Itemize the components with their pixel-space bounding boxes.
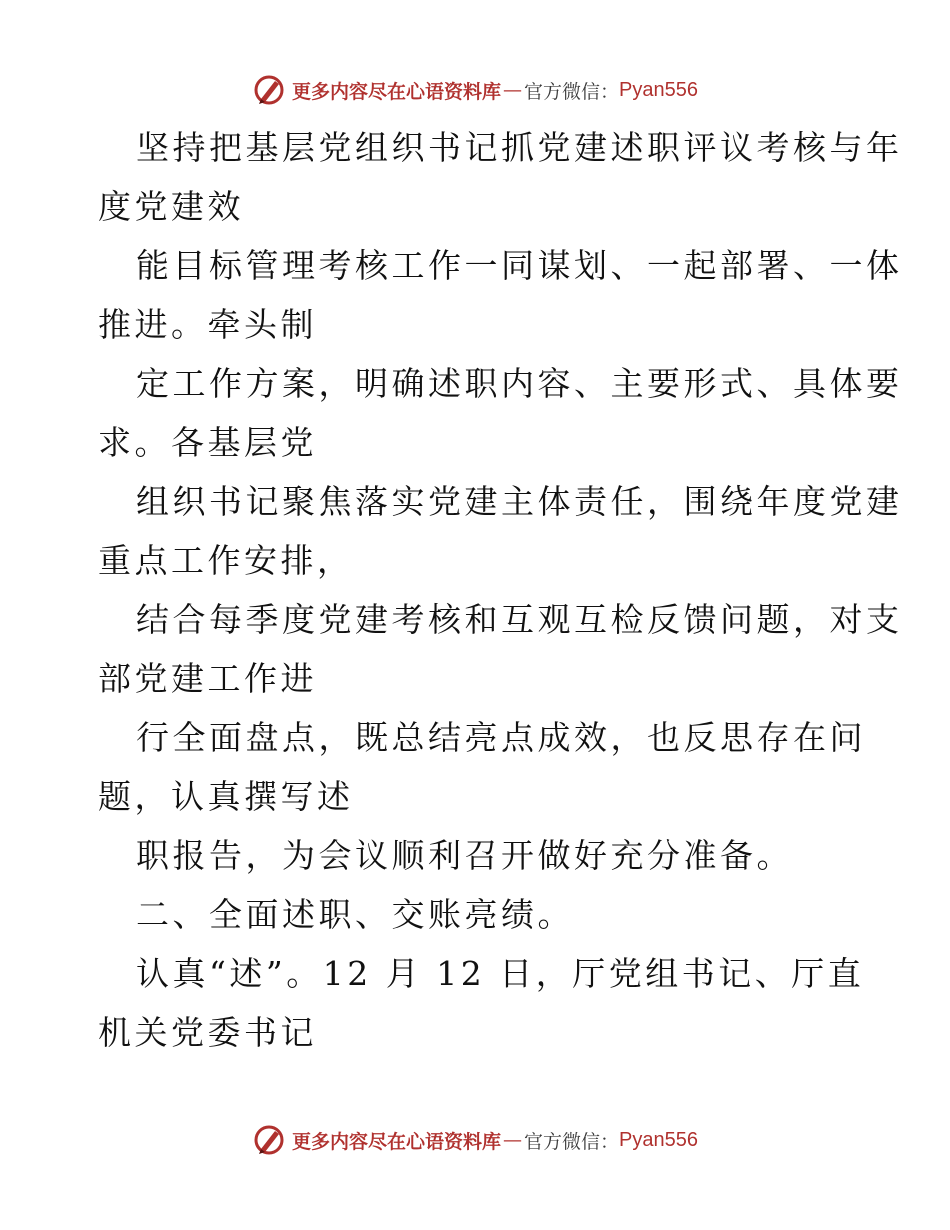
body-line: 行全面盘点，既总结亮点成效，也反思存在问 <box>136 718 866 757</box>
footer-separator: — <box>503 1129 523 1151</box>
body-line: 组织书记聚焦落实党建主体责任，围绕年度党建 <box>136 482 903 521</box>
body-line: 定工作方案，明确述职内容、主要形式、具体要 <box>136 364 903 403</box>
body-line: 认真“述”。12 月 12 日，厅党组书记、厅直 <box>136 954 865 993</box>
footer-wechat-id: Pyan556 <box>619 1128 698 1151</box>
header-banner <box>0 70 950 110</box>
header-official-label: 官方微信： <box>524 80 620 103</box>
body-line: 坚持把基层党组织书记抓党建述职评议考核与年 <box>136 128 903 167</box>
footer-official-label: 官方微信： <box>524 1130 620 1153</box>
body-line: 机关党委书记 <box>98 1013 317 1052</box>
header-slogan: 更多内容尽在心语资料库 <box>292 80 502 103</box>
header-separator: — <box>503 79 523 101</box>
header-wechat-id: Pyan556 <box>619 78 698 101</box>
footer-slogan: 更多内容尽在心语资料库 <box>292 1130 502 1153</box>
body-line: 部党建工作进 <box>98 659 317 698</box>
body-line: 职报告，为会议顺利召开做好充分准备。 <box>136 836 793 875</box>
body-line: 重点工作安排， <box>98 541 354 580</box>
body-text <box>98 118 903 1062</box>
body-line: 结合每季度党建考核和互观互检反馈问题，对支 <box>136 600 903 639</box>
body-line: 能目标管理考核工作一同谋划、一起部署、一体 <box>136 246 903 285</box>
pen-logo-icon <box>252 73 286 107</box>
body-line: 二、全面述职、交账亮绩。 <box>136 895 574 934</box>
body-line: 推进。牵头制 <box>98 305 317 344</box>
body-line: 度党建效 <box>98 187 244 226</box>
pen-logo-icon <box>252 1123 286 1157</box>
body-line: 题，认真撰写述 <box>98 777 354 816</box>
footer-banner <box>0 1120 950 1160</box>
body-line: 求。各基层党 <box>98 423 317 462</box>
